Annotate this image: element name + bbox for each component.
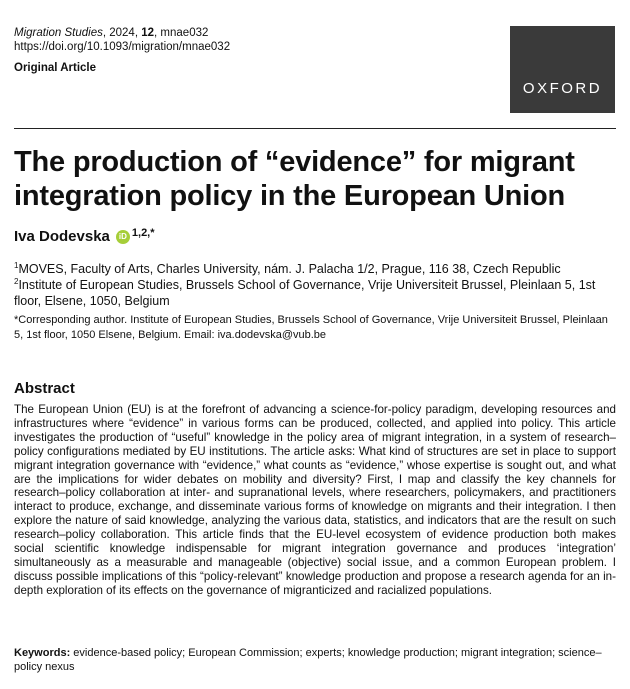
orcid-icon[interactable]: iD <box>116 230 130 244</box>
journal-name: Migration Studies <box>14 27 103 39</box>
author-affiliation-marks: 1,2,* <box>131 227 155 239</box>
header-divider <box>14 128 616 129</box>
keywords <box>14 646 616 674</box>
corresponding-author: *Corresponding author. Institute of European Studies, Brussels School of Governance, Vrije Universiteit Brussel, Pleinlaan 5, 1st floor, 1050 Elsene, Belgium. Email: iva.dodevska@vub.be <box>14 314 608 341</box>
affiliation-2 <box>14 274 616 309</box>
keywords-list: evidence-based policy; European Commission; experts; knowledge production; migrant integration; science–policy nexus <box>14 647 602 673</box>
article-title: The production of “evidence” for migrant integration policy in the European Union <box>14 146 575 212</box>
article-type: Original Article <box>14 62 97 74</box>
author-line <box>14 227 155 247</box>
journal-volume: 12 <box>141 27 155 39</box>
affiliation-mark: 2 <box>14 277 19 286</box>
affiliation-mark: 1 <box>14 261 19 270</box>
author-name: Iva Dodevska <box>14 228 110 245</box>
affiliation-text: Institute of European Studies, Brussels School of Governance, Vrije Universiteit Brussel, Pleinlaan 5, 1st floor, Elsene, 1050, Belgium <box>14 278 596 309</box>
journal-year: , 2024, <box>102 27 142 39</box>
abstract-heading: Abstract <box>14 380 75 397</box>
article-id: , mnae032 <box>154 27 209 39</box>
abstract-text: The European Union (EU) is at the forefront of advancing a science-for-policy paradigm, developing resources and infrastructures where “evidence” in various forms can be produced, collected, and applied into policy. This article investigates the production of “useful” knowledge in the policy area of migrant integration, in a system of research–policy configurations mediated by EU institutions. The article asks: What kind of structures are set in place to support migrant integration governance with “evidence,” what counts as “evidence,” whose expertise is sought out, and what are the implications for wider debates on mobility and diversity? First, I map and classify the key channels for research–policy collaboration at inter- and supranational levels, where researchers, policymakers, and practitioners interact to produce, exchange, and disseminate various forms of knowledge on migrants and their integration. I then explore the nature of said knowledge, analyzing the various data, statistics, and indicators that are the result on such research–policy collaboration. This article finds that the EU-level ecosystem of evidence production both makes social scientific knowledge indispensable for migrant integration governance and produces ‘integration’ simultaneously as a measurable and manageable (objective) social issue, and a common European problem. I discuss possible implications of this “policy-relevant” knowledge production and propose a research agenda for an in-depth exploration of its effects on the governance of migranticized and racialized populations. <box>14 403 616 597</box>
keywords-label: Keywords: <box>14 647 71 659</box>
publisher-logo <box>510 26 615 113</box>
doi-link[interactable]: https://doi.org/10.1093/migration/mnae032 <box>14 41 231 53</box>
publisher-logo-text: OXFORD <box>522 80 603 97</box>
affiliation-text: MOVES, Faculty of Arts, Charles University, nám. J. Palacha 1/2, Prague, 116 38, Czech Republic <box>18 262 561 277</box>
journal-citation <box>14 26 208 40</box>
